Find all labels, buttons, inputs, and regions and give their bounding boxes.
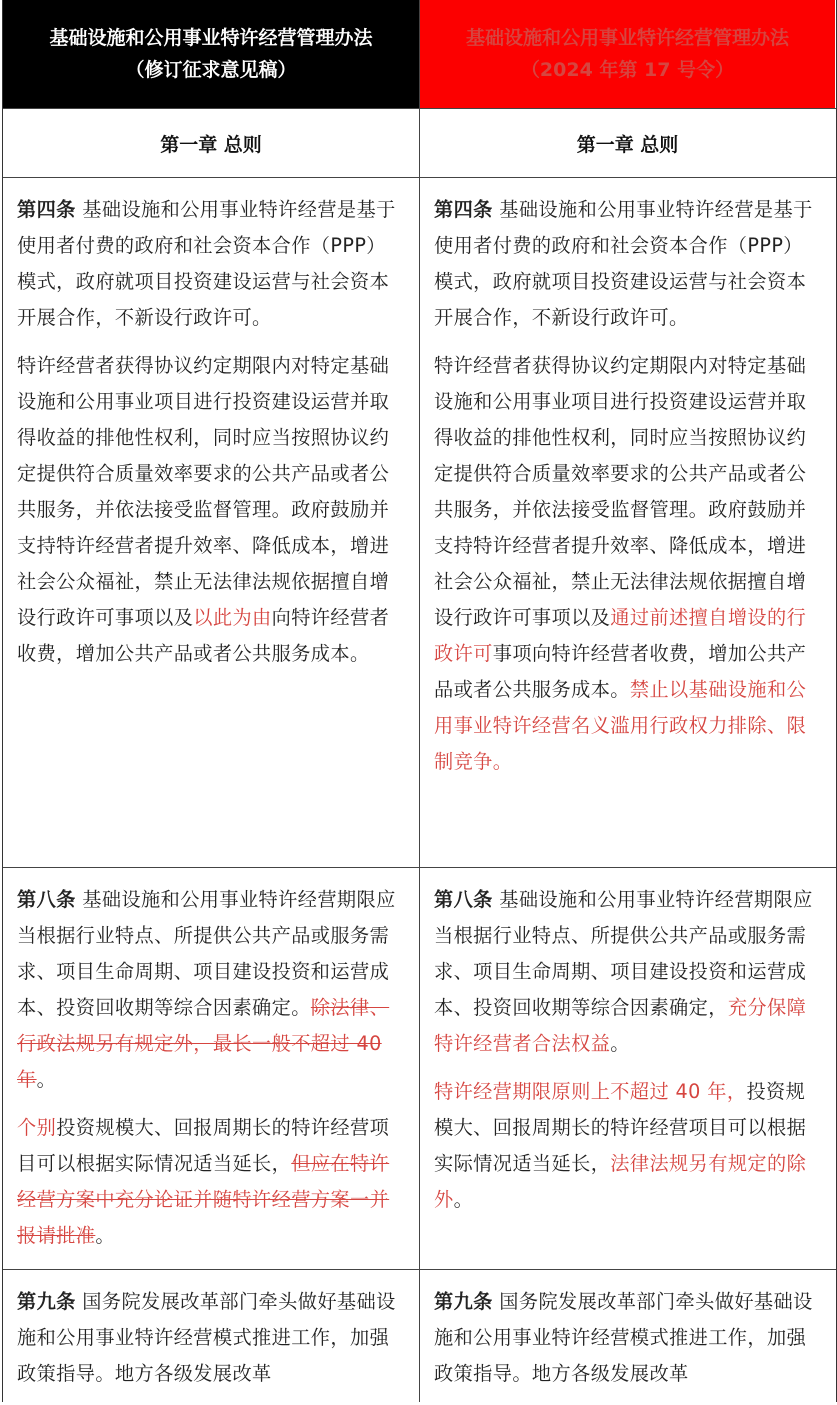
header-left-title: 基础设施和公用事业特许经营管理办法	[49, 27, 373, 49]
article-title: 第九条	[434, 1290, 493, 1313]
article-4-right	[419, 178, 835, 867]
article-4-right-para-2: 特许经营者获得协议约定期限内对特定基础设施和公用事业项目进行投资建设运营并取得收益的排他性权利，同时应当按照协议约定提供符合质量效率要求的公共产品或者公共服务，并依法接受监督管理。政府鼓励并支持特许经营者提升效率、降低成本，增进社会公众福祉，禁止无法律法规依据擅自增设行政许可事项以及通过前述擅自增设的行政许可事项向特许经营者收费，增加公共产品或者公共服务成本。禁止以基础设施和公用事业特许经营名义滥用行政权力排除、限制竞争。	[434, 354, 807, 773]
header-right	[419, 0, 835, 108]
article-4-left	[3, 178, 419, 867]
header-right-subtitle: （2024 年第 17 号令）	[520, 59, 735, 81]
chapter-left: 第一章 总则	[160, 133, 262, 156]
header-right-title: 基础设施和公用事业特许经营管理办法	[465, 27, 789, 49]
article-8-right	[419, 868, 835, 1269]
article-4-row	[3, 178, 836, 868]
changed-text: 通过前述擅自增设的行政许可	[434, 606, 807, 665]
added-text: 禁止以基础设施和公用事业特许经营名义滥用行政权力排除、限制竞争。	[434, 678, 807, 773]
added-text: 法律法规另有规定的除外	[434, 1152, 807, 1211]
article-title: 第八条	[434, 888, 493, 911]
deleted-text: 但应在特许经营方案中充分论证并随特许经营方案一并报请批准	[17, 1152, 390, 1247]
article-8-left	[3, 868, 419, 1269]
article-title: 第九条	[17, 1290, 76, 1313]
article-title: 第四条	[17, 198, 76, 221]
article-9-left	[3, 1270, 419, 1402]
article-4-left-para-2: 特许经营者获得协议约定期限内对特定基础设施和公用事业项目进行投资建设运营并取得收益的排他性权利，同时应当按照协议约定提供符合质量效率要求的公共产品或者公共服务，并依法接受监督管理。政府鼓励并支持特许经营者提升效率、降低成本，增进社会公众福祉，禁止无法律法规依据擅自增设行政许可事项以及以此为由向特许经营者收费，增加公共产品或者公共服务成本。	[17, 354, 390, 665]
deleted-text: 除法律、行政法规另有规定外，最长一般不超过 40 年	[17, 996, 390, 1091]
changed-text: 特许经营期限原则上不超过 40 年，	[434, 1080, 747, 1103]
header-left-subtitle: （修订征求意见稿）	[125, 59, 297, 81]
header-row	[3, 0, 836, 109]
article-8-right-para-1: 第八条 基础设施和公用事业特许经营期限应当根据行业特点、所提供公共产品或服务需求、项目生命周期、项目建设投资和运营成本、投资回收期等综合因素确定，充分保障特许经营者合法权益。	[434, 888, 813, 1055]
article-4-left-para-1: 第四条 基础设施和公用事业特许经营是基于使用者付费的政府和社会资本合作（PPP）模式，政府就项目投资建设运营与社会资本开展合作，不新设行政许可。	[17, 198, 396, 329]
article-title: 第四条	[434, 198, 493, 221]
article-4-right-para-1: 第四条 基础设施和公用事业特许经营是基于使用者付费的政府和社会资本合作（PPP）模式，政府就项目投资建设运营与社会资本开展合作，不新设行政许可。	[434, 198, 813, 329]
article-8-row	[3, 868, 836, 1270]
chapter-right: 第一章 总则	[419, 109, 835, 177]
comparison-table	[2, 0, 837, 1402]
article-9-left-para-1: 第九条 国务院发展改革部门牵头做好基础设施和公用事业特许经营模式推进工作，加强政策指导。地方各级发展改革	[17, 1290, 396, 1385]
article-8-right-para-2: 特许经营期限原则上不超过 40 年，投资规模大、回报周期长的特许经营项目可以根据实际情况适当延长，法律法规另有规定的除外。	[434, 1080, 807, 1211]
article-9-row	[3, 1270, 836, 1402]
changed-text: 以此为由	[193, 606, 272, 629]
added-text: 充分保障特许经营者合法权益	[434, 996, 807, 1055]
changed-text: 个别	[17, 1116, 57, 1139]
article-8-left-para-1: 第八条 基础设施和公用事业特许经营期限应当根据行业特点、所提供公共产品或服务需求、项目生命周期、项目建设投资和运营成本、投资回收期等综合因素确定。除法律、行政法规另有规定外，最长一般不超过 40 年。	[17, 888, 396, 1091]
chapter-row	[3, 109, 836, 178]
article-8-left-para-2: 个别投资规模大、回报周期长的特许经营项目可以根据实际情况适当延长，但应在特许经营方案中充分论证并随特许经营方案一并报请批准。	[17, 1116, 390, 1247]
article-title: 第八条	[17, 888, 76, 911]
article-9-right	[419, 1270, 835, 1402]
header-left	[3, 0, 419, 108]
article-9-right-para-1: 第九条 国务院发展改革部门牵头做好基础设施和公用事业特许经营模式推进工作，加强政策指导。地方各级发展改革	[434, 1290, 813, 1385]
